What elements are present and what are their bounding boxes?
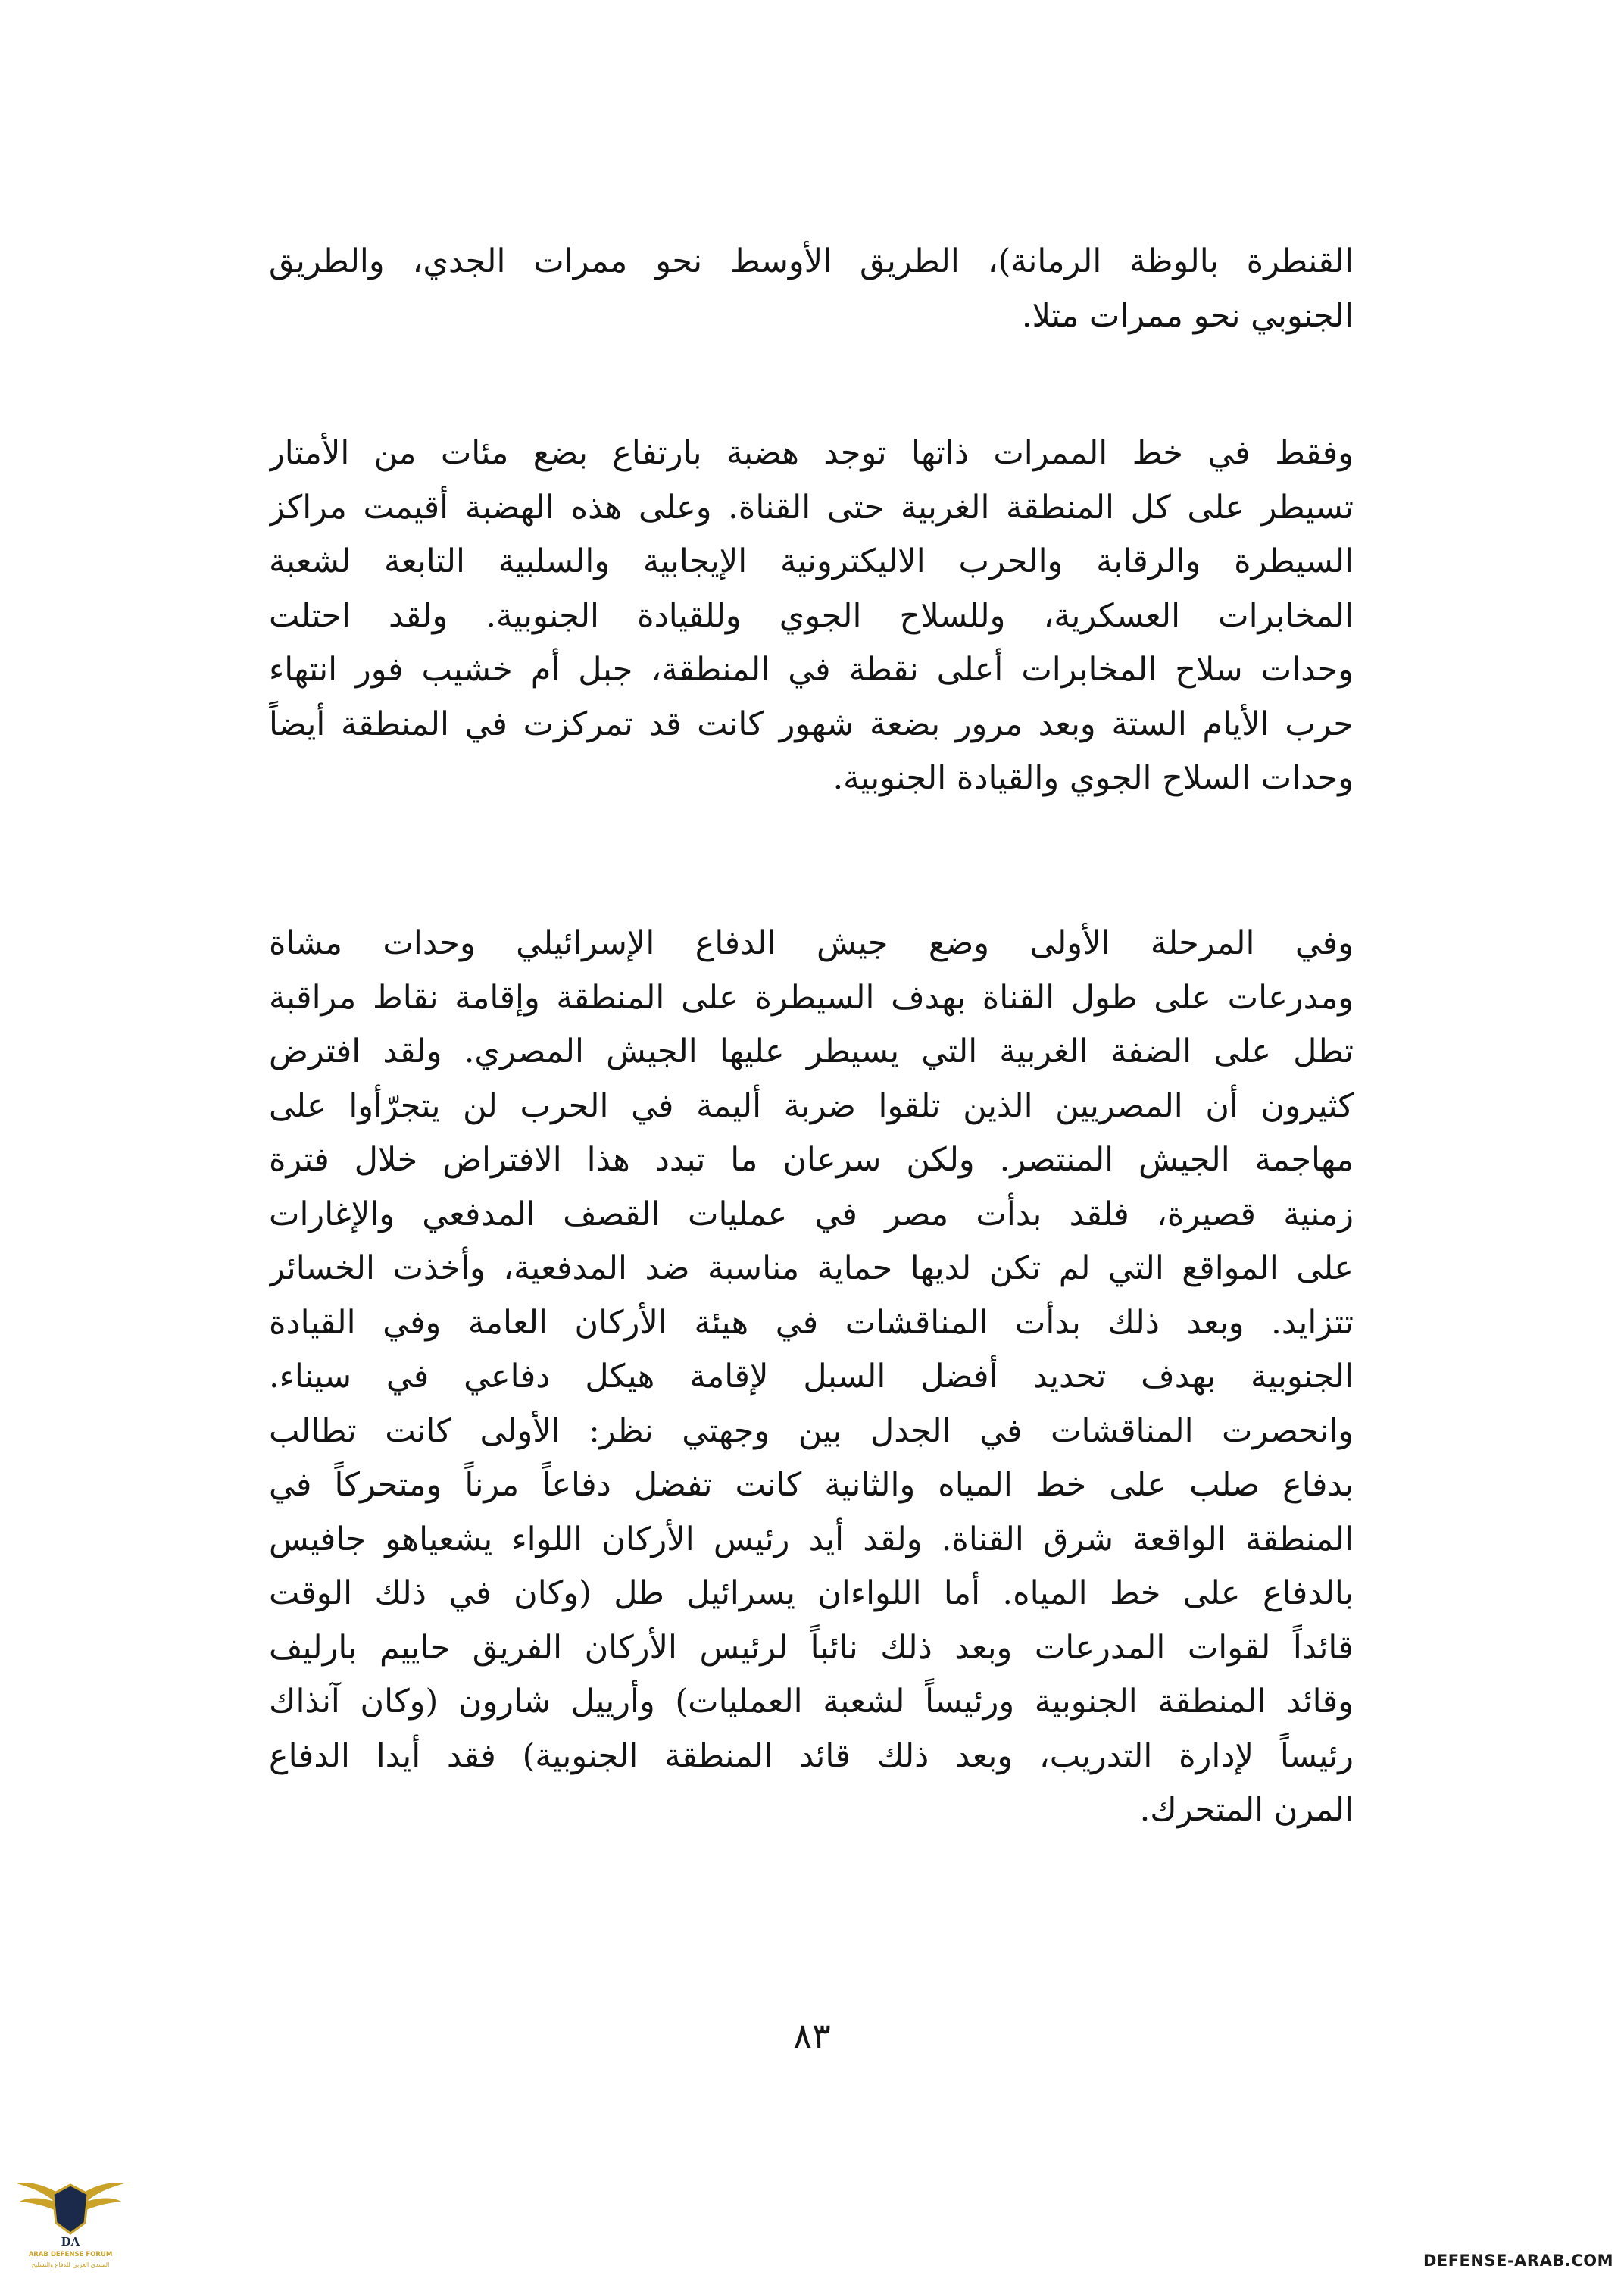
paragraph-1 — [269, 235, 1354, 343]
text-line: تطل على الضفة الغربية التي يسيطر عليها الجيش المصري. ولقد افترض — [269, 1033, 1354, 1070]
text-line: بالدفاع على خط المياه. أما اللواءان يسرائيل طل (وكان في ذلك الوقت — [269, 1574, 1354, 1612]
text-line: القنطرة بالوظة الرمانة)، الطريق الأوسط نحو ممرات الجدي، والطريق — [269, 242, 1354, 280]
text-line: الجنوبي نحو ممرات متلا. — [1021, 296, 1354, 335]
paragraph-3 — [269, 917, 1354, 1838]
logo-shield — [53, 2185, 88, 2233]
paragraph-2 — [269, 427, 1354, 806]
logo-caption: ARAB DEFENSE FORUM — [28, 2251, 113, 2258]
text-line: وفي المرحلة الأولى وضع جيش الدفاع الإسرائيلي وحدات مشاة — [269, 924, 1354, 962]
text-line: زمنية قصيرة، فلقد بدأت مصر في عمليات القصف المدفعي والإغارات — [269, 1195, 1354, 1233]
text-line: وحدات سلاح المخابرات أعلى نقطة في المنطقة، جبل أم خشيب فور انتهاء — [269, 651, 1354, 689]
watermark-site-url: DEFENSE-ARAB.COM — [1423, 2252, 1613, 2270]
text-line: بدفاع صلب على خط المياه والثانية كانت تفضل دفاعاً مرناً ومتحركاً في — [269, 1466, 1354, 1504]
text-line: المخابرات العسكرية، وللسلاح الجوي وللقيادة الجنوبية. ولقد احتلت — [269, 596, 1354, 635]
text-line: الجنوبية بهدف تحديد أفضل السبل لإقامة هيكل دفاعي في سيناء. — [269, 1358, 1354, 1396]
text-line: على المواقع التي لم تكن لديها حماية مناسبة ضد المدفعية، وأخذت الخسائر — [269, 1249, 1354, 1287]
text-line: السيطرة والرقابة والحرب الاليكترونية الإيجابية والسلبية التابعة لشعبة — [269, 542, 1354, 580]
logo-subcaption: المنتدى العربي للدفاع والتسليح — [31, 2261, 110, 2268]
text-line: المرن المتحرك. — [1139, 1791, 1354, 1829]
text-line: مهاجمة الجيش المنتصر. ولكن سرعان ما تبدد هذا الافتراض خلال فترة — [269, 1141, 1354, 1179]
text-line: كثيرون أن المصريين الذين تلقوا ضربة أليمة في الحرب لن يتجرّأوا على — [269, 1086, 1354, 1125]
text-line: المنطقة الواقعة شرق القناة. ولقد أيد رئيس الأركان اللواء يشعياهو جافيس — [269, 1520, 1354, 1558]
text-line: تتزايد. وبعد ذلك بدأت المناقشات في هيئة الأركان العامة وفي القيادة — [269, 1303, 1354, 1342]
text-line: وحدات السلاح الجوي والقيادة الجنوبية. — [832, 759, 1354, 797]
text-line: تسيطر على كل المنطقة الغربية حتى القناة. وعلى هذه الهضبة أقيمت مراكز — [269, 488, 1354, 527]
text-line: رئيساً لإدارة التدريب، وبعد ذلك قائد المنطقة الجنوبية) فقد أيدا الدفاع — [269, 1736, 1354, 1775]
text-line: قائداً لقوات المدرعات وبعد ذلك نائباً لرئيس الأركان الفريق حاييم بارليف — [269, 1628, 1354, 1667]
logo-letters: DA — [61, 2235, 80, 2249]
text-line: وقائد المنطقة الجنوبية ورئيساً لشعبة العمليات) وأرييل شارون (وكان آنذاك — [269, 1683, 1354, 1721]
text-line: وفقط في خط الممرات ذاتها توجد هضبة بارتفاع بضع مئات من الأمتار — [269, 434, 1354, 472]
page-number: ٨٣ — [793, 2015, 831, 2056]
text-line: حرب الأيام الستة وبعد مرور بضعة شهور كانت قد تمركزت في المنطقة أيضاً — [269, 705, 1354, 743]
text-line: ومدرعات على طول القناة بهدف السيطرة على المنطقة وإقامة نقاط مراقبة — [269, 978, 1354, 1017]
arab-defense-forum-logo — [14, 2141, 127, 2277]
text-line: وانحصرت المناقشات في الجدل بين وجهتي نظر: الأولى كانت تطالب — [269, 1411, 1354, 1450]
